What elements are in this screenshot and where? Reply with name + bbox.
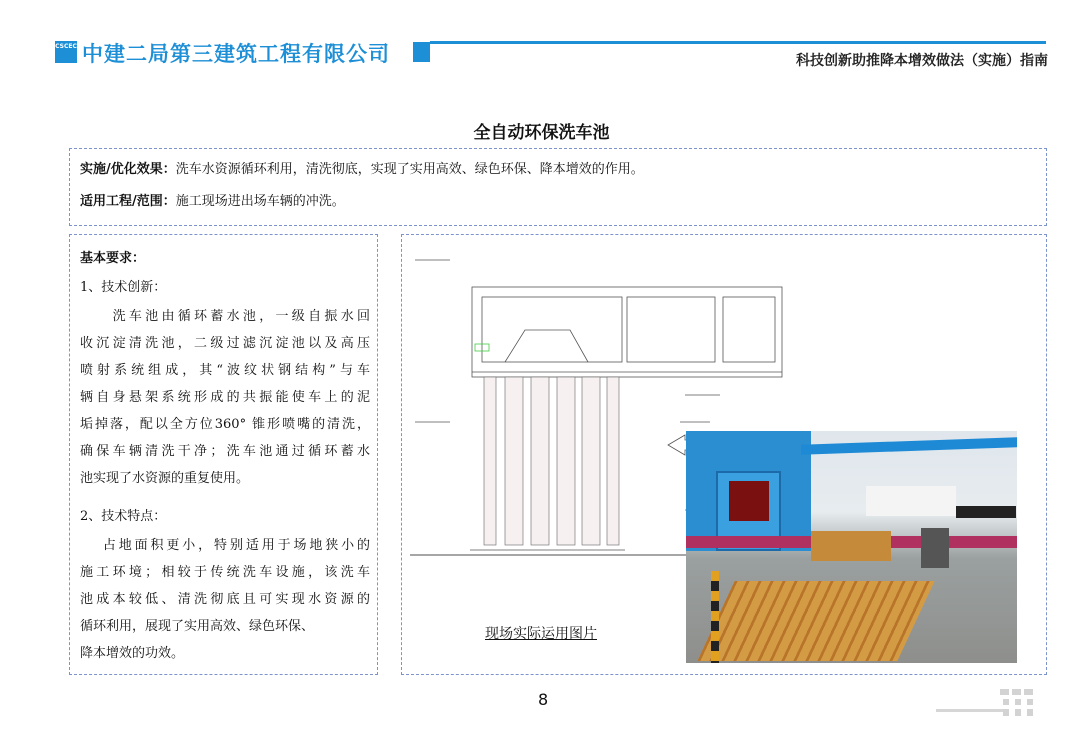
- text-line: 占地面积更小，特别适用于场地狭小的: [80, 538, 370, 553]
- text-line: 降本增效的功效。: [80, 646, 185, 661]
- page-title: 全自动环保洗车池: [473, 123, 610, 143]
- site-photo: [686, 431, 1017, 663]
- text-line: 池实现了水资源的重复使用。: [80, 471, 250, 486]
- text-line: 垢掉落，配以全方位360° 锥形喷嘴的清洗，: [80, 417, 370, 432]
- section-1-text: [80, 303, 370, 492]
- text-line: 喷射系统组成，其“波纹状钢结构”与车: [80, 363, 370, 378]
- requirements-box: [69, 234, 378, 675]
- company-name: 中建二局第三建筑工程有限公司: [82, 42, 390, 66]
- text-line: 洗车池由循环蓄水池，一级自振水回: [80, 309, 370, 324]
- page-number: 8: [538, 690, 549, 709]
- figure-caption: 现场实际运用图片: [485, 626, 597, 642]
- text-line: 收沉淀清洗池，二级过滤沉淀池以及高压: [80, 336, 370, 351]
- scope-label: 适用工程/范围：: [80, 194, 176, 209]
- footer-mark-icon: [1000, 689, 1034, 717]
- section-2-text: [80, 532, 370, 667]
- effect-text: 洗车水资源循环利用，清洗彻底，实现了实用高效、绿色环保、降本增效的作用。: [175, 162, 644, 177]
- header-accent-block: [413, 42, 430, 62]
- effect-row: [80, 158, 644, 177]
- text-line: 确保车辆清洗干净；洗车池通过循环蓄水: [80, 444, 370, 459]
- requirements-heading: 基本要求：: [80, 251, 146, 266]
- scope-text: 施工现场进出场车辆的冲洗。: [175, 194, 345, 209]
- footer-rule: [936, 709, 1006, 712]
- text-line: 辆自身悬架系统形成的共振能使车上的泥: [80, 390, 370, 405]
- effect-label: 实施/优化效果：: [80, 162, 176, 177]
- scope-row: [80, 190, 345, 209]
- text-line: 池成本较低、清洗彻底且可实现水资源的: [80, 592, 370, 607]
- section-2-title: 2、技术特点：: [80, 509, 167, 524]
- text-line: 施工环境；相较于传统洗车设施，该洗车: [80, 565, 370, 580]
- section-1-title: 1、技术创新：: [80, 280, 167, 295]
- text-line: 循环利用，展现了实用高效、绿色环保、: [80, 619, 315, 634]
- document-title: 科技创新助推降本增效做法（实施）指南: [796, 53, 1048, 69]
- company-logo: CSCEC: [55, 41, 77, 63]
- header-rule: [430, 41, 1046, 44]
- summary-box: [69, 148, 1047, 226]
